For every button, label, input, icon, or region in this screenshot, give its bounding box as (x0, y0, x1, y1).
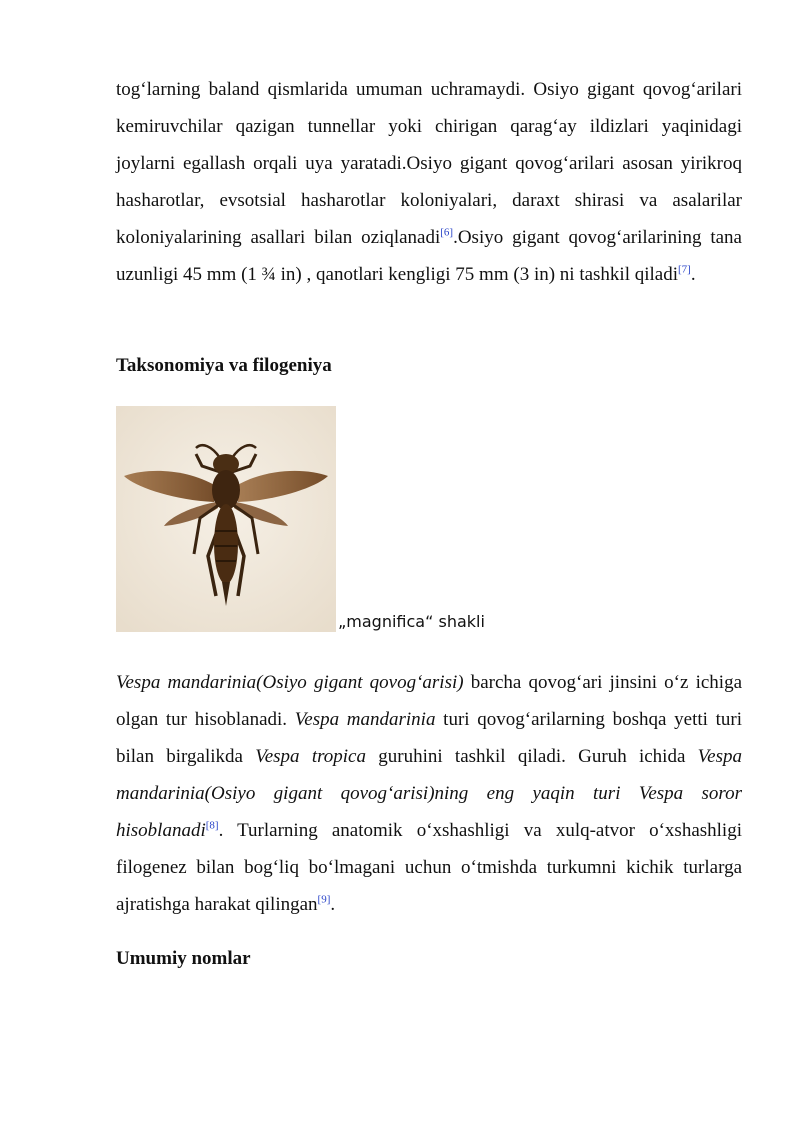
paragraph-taxonomy (116, 664, 742, 923)
species-name: Vespa mandarinia (294, 709, 436, 730)
text: .Osiyo gigant qovog‘arilarining tana uzunligi 45 mm (1 ¾ in) , qanotlari kengligi 75 mm (3 in) ni tashkil qiladi (116, 227, 742, 285)
citation-6[interactable]: [6] (440, 226, 454, 239)
text: . Turlarning anatomik o‘xshashligi va xulq-atvor o‘xshashligi filogenez bilan bog‘liq bo‘lmagani uchun o‘tmishda turkumni kichik turlarga ajratishga harakat qilingan (116, 820, 742, 915)
hornet-specimen-image (116, 406, 336, 632)
species-name: Vespa mandarinia(Osiyo gigant qovog‘arisi)ning eng yaqin turi Vespa soror hisoblanadi (116, 746, 742, 841)
paragraph-habitat (116, 71, 742, 293)
text: barcha qovog‘ari jinsini o‘z ichiga olgan tur hisoblanadi. (116, 672, 743, 730)
heading-common-names: Umumiy nomlar (116, 948, 251, 969)
citation-9[interactable]: [9] (317, 893, 331, 906)
text: . (690, 264, 696, 285)
citation-8[interactable]: [8] (205, 819, 219, 832)
figure-caption: „magnifica“ shakli (338, 612, 485, 631)
species-name: Vespa tropica (255, 746, 366, 767)
heading-taxonomy: Taksonomiya va filogeniya (116, 355, 332, 376)
hornet-illustration (116, 406, 336, 632)
species-name: Vespa mandarinia(Osiyo gigant qovog‘arisi) (116, 672, 464, 693)
citation-7[interactable]: [7] (678, 263, 691, 276)
text: tog‘larning baland qismlarida umuman uchramaydi. Osiyo gigant qovog‘arilari kemiruvchilar qazigan tunnellar yoki chirigan qarag‘ay ildizlari yaqinidagi joylarni egallash orqali uya yaratadi.Osiyo gigant qovog‘arilari asosan yirikroq hasharotlar, evsotsial hasharotlar koloniyalari, daraxt shirasi va asalarilar koloniyalarining asallari bilan oziqlanadi (116, 79, 742, 248)
text: turi qovog‘arilarning boshqa yetti turi bilan birgalikda (116, 709, 742, 767)
text: guruhini tashkil qiladi. Guruh ichida (366, 746, 698, 767)
text: . (330, 894, 336, 915)
